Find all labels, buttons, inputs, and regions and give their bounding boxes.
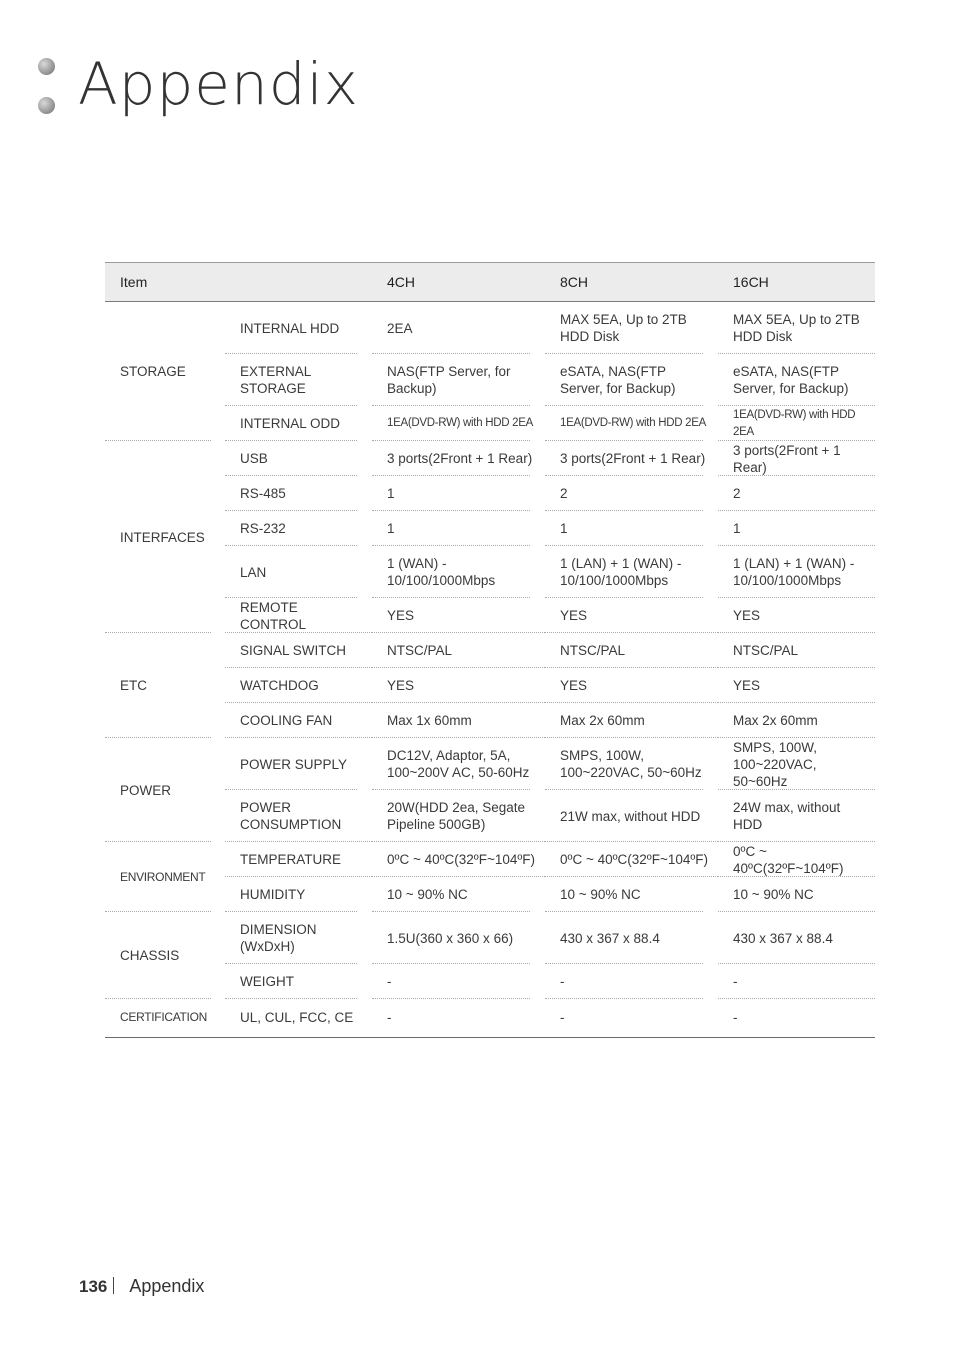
row-item: WEIGHT — [225, 964, 372, 999]
row-8ch: MAX 5EA, Up to 2TB HDD Disk — [545, 302, 718, 355]
spec-table — [105, 262, 875, 1038]
row-16ch: SMPS, 100W, 100~220VAC, 50~60Hz — [718, 738, 875, 790]
row-item: SIGNAL SWITCH — [225, 633, 372, 668]
row-16ch: MAX 5EA, Up to 2TB HDD Disk — [718, 302, 875, 355]
header-subitem — [225, 263, 372, 302]
row-item: COOLING FAN — [225, 703, 372, 738]
row-8ch: 1 (LAN) + 1 (WAN) - 10/100/1000Mbps — [545, 546, 718, 598]
row-16ch: 3 ports(2Front + 1 Rear) — [718, 441, 875, 476]
row-item: DIMENSION (WxDxH) — [225, 912, 372, 964]
row-8ch: 21W max, without HDD — [545, 790, 718, 842]
row-item: UL, CUL, FCC, CE — [225, 999, 372, 1037]
row-item: RS-232 — [225, 511, 372, 546]
row-4ch: - — [372, 964, 545, 999]
row-8ch: 3 ports(2Front + 1 Rear) — [545, 441, 718, 476]
row-4ch: 1 (WAN) - 10/100/1000Mbps — [372, 546, 545, 598]
row-8ch: 1 — [545, 511, 718, 546]
row-4ch: YES — [372, 668, 545, 703]
row-16ch: 1 (LAN) + 1 (WAN) - 10/100/1000Mbps — [718, 546, 875, 598]
row-16ch: 24W max, without HDD — [718, 790, 875, 842]
row-8ch: 1EA(DVD-RW) with HDD 2EA — [545, 406, 718, 441]
row-8ch: 0ºC ~ 40ºC(32ºF~104ºF) — [545, 842, 718, 877]
row-4ch: 2EA — [372, 302, 545, 355]
category-interfaces: INTERFACES — [105, 441, 225, 633]
row-4ch: 1EA(DVD-RW) with HDD 2EA — [372, 406, 545, 441]
table-row — [105, 912, 875, 964]
row-item: POWER CONSUMPTION — [225, 790, 372, 842]
row-16ch: 1EA(DVD-RW) with HDD 2EA — [718, 406, 875, 441]
row-4ch: 20W(HDD 2ea, Segate Pipeline 500GB) — [372, 790, 545, 842]
table-row — [105, 842, 875, 877]
row-4ch: - — [372, 999, 545, 1037]
row-8ch: 10 ~ 90% NC — [545, 877, 718, 912]
category-storage: STORAGE — [105, 302, 225, 442]
row-item: WATCHDOG — [225, 668, 372, 703]
table-row — [105, 633, 875, 668]
table-row — [105, 441, 875, 476]
row-8ch: Max 2x 60mm — [545, 703, 718, 738]
row-8ch: - — [545, 999, 718, 1037]
row-item: INTERNAL ODD — [225, 406, 372, 441]
row-4ch: NAS(FTP Server, for Backup) — [372, 354, 545, 406]
row-4ch: 3 ports(2Front + 1 Rear) — [372, 441, 545, 476]
footer-section-label: Appendix — [129, 1276, 205, 1296]
row-item: USB — [225, 441, 372, 476]
row-16ch: 0ºC ~ 40ºC(32ºF~104ºF) — [718, 842, 875, 877]
row-8ch: SMPS, 100W, 100~220VAC, 50~60Hz — [545, 738, 718, 790]
table-header-row — [105, 263, 875, 302]
row-item: POWER SUPPLY — [225, 738, 372, 790]
row-item: INTERNAL HDD — [225, 302, 372, 355]
page-number: 136 — [79, 1277, 108, 1296]
row-16ch: 430 x 367 x 88.4 — [718, 912, 875, 964]
page-footer — [79, 1276, 204, 1300]
row-item: LAN — [225, 546, 372, 598]
table-row — [105, 302, 875, 355]
table-row — [105, 738, 875, 790]
row-16ch: - — [718, 999, 875, 1037]
category-power: POWER — [105, 738, 225, 842]
row-8ch: 2 — [545, 476, 718, 511]
page-title: Appendix — [78, 50, 360, 118]
row-16ch: YES — [718, 598, 875, 633]
category-certification: CERTIFICATION — [105, 999, 225, 1037]
row-4ch: NTSC/PAL — [372, 633, 545, 668]
row-item: RS-485 — [225, 476, 372, 511]
header-16ch: 16CH — [718, 263, 875, 302]
row-4ch: 1 — [372, 511, 545, 546]
category-environment: ENVIRONMENT — [105, 842, 225, 912]
category-chassis: CHASSIS — [105, 912, 225, 999]
row-16ch: 2 — [718, 476, 875, 511]
category-etc: ETC — [105, 633, 225, 738]
row-8ch: YES — [545, 598, 718, 633]
footer-divider — [113, 1277, 114, 1294]
row-item: HUMIDITY — [225, 877, 372, 912]
row-4ch: YES — [372, 598, 545, 633]
bullet-dot-icon — [38, 97, 55, 114]
row-16ch: 1 — [718, 511, 875, 546]
row-item: REMOTE CONTROL — [225, 598, 372, 633]
row-16ch: 10 ~ 90% NC — [718, 877, 875, 912]
table-row — [105, 999, 875, 1037]
row-4ch: 0ºC ~ 40ºC(32ºF~104ºF) — [372, 842, 545, 877]
bullet-dot-icon — [38, 58, 55, 75]
header-item: Item — [105, 263, 225, 302]
row-16ch: Max 2x 60mm — [718, 703, 875, 738]
row-8ch: NTSC/PAL — [545, 633, 718, 668]
header-4ch: 4CH — [372, 263, 545, 302]
row-8ch: - — [545, 964, 718, 999]
row-item: EXTERNAL STORAGE — [225, 354, 372, 406]
row-16ch: YES — [718, 668, 875, 703]
row-item: TEMPERATURE — [225, 842, 372, 877]
row-16ch: eSATA, NAS(FTP Server, for Backup) — [718, 354, 875, 406]
row-4ch: 1.5U(360 x 360 x 66) — [372, 912, 545, 964]
row-16ch: NTSC/PAL — [718, 633, 875, 668]
row-4ch: 10 ~ 90% NC — [372, 877, 545, 912]
row-4ch: Max 1x 60mm — [372, 703, 545, 738]
row-8ch: eSATA, NAS(FTP Server, for Backup) — [545, 354, 718, 406]
header-8ch: 8CH — [545, 263, 718, 302]
row-4ch: DC12V, Adaptor, 5A, 100~200V AC, 50-60Hz — [372, 738, 545, 790]
row-16ch: - — [718, 964, 875, 999]
row-8ch: YES — [545, 668, 718, 703]
row-8ch: 430 x 367 x 88.4 — [545, 912, 718, 964]
row-4ch: 1 — [372, 476, 545, 511]
